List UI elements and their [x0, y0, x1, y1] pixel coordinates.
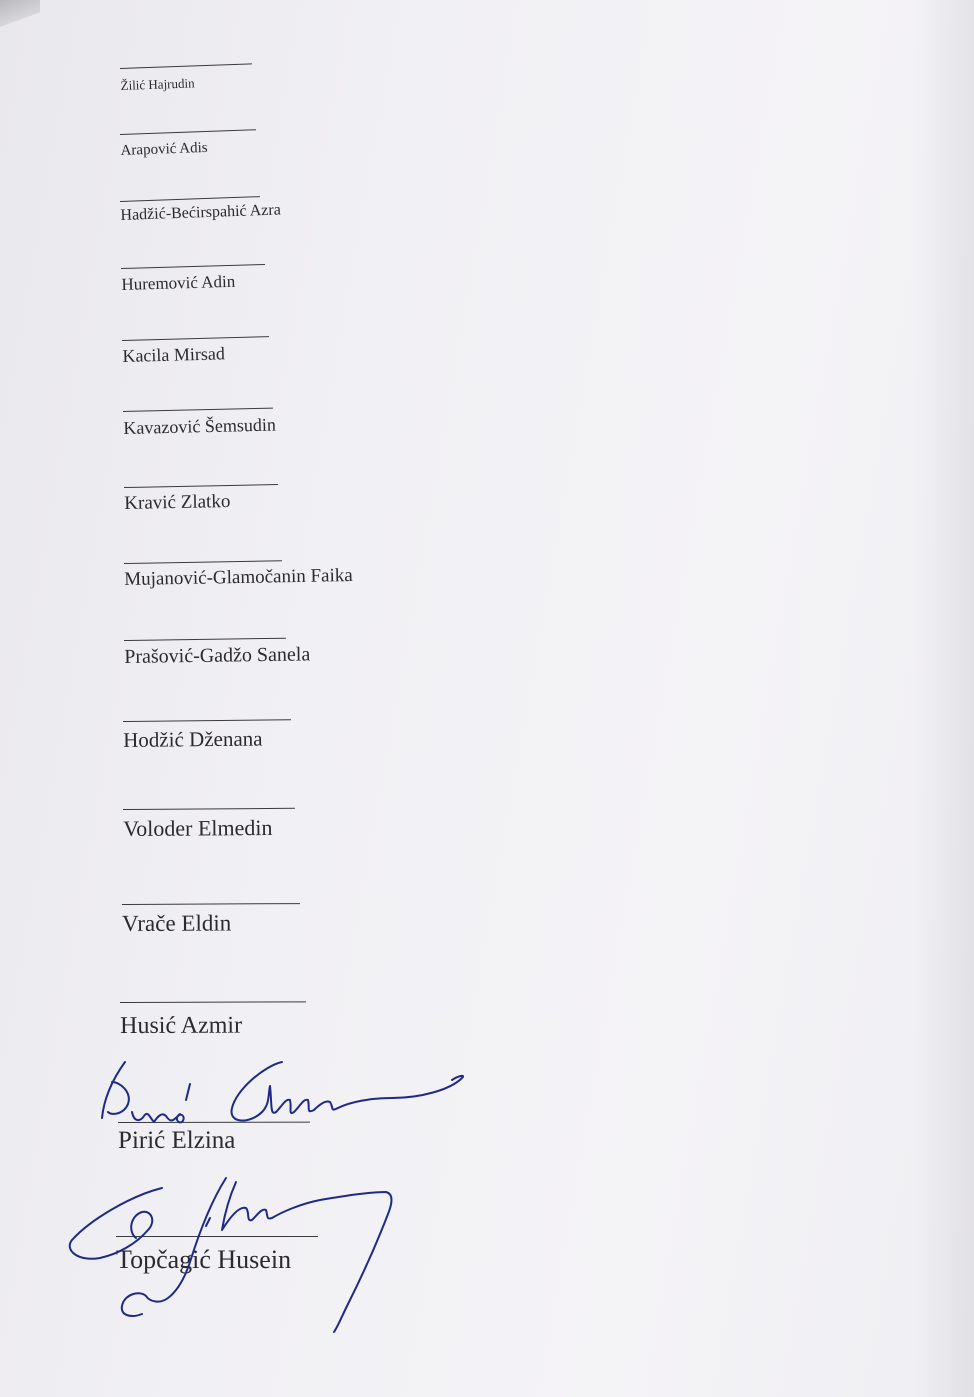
signatory-name: Topčagić Husein	[116, 1245, 292, 1274]
signatory-name: Kravić Zlatko	[124, 490, 231, 514]
signatory-name: Kavazović Šemsudin	[123, 414, 277, 438]
signatory-name: Kacila Mirsad	[122, 343, 226, 366]
signatory-name: Mujanović-Glamočanin Faika	[124, 565, 353, 590]
signatory-name: Prašović-Gadžo Sanela	[124, 643, 311, 668]
signatory-name: Vrače Eldin	[122, 910, 232, 936]
signatory-name: Husić Azmir	[120, 1012, 243, 1039]
signatory-name: Žilić Hajrudin	[120, 75, 195, 93]
signatory-name: Huremović Adin	[121, 271, 236, 294]
signatory-name: Hodžić Dženana	[123, 726, 263, 752]
signatory-name: Arapović Adis	[120, 139, 208, 159]
signatory-name: Voloder Elmedin	[123, 814, 273, 841]
signatory-name: Hadžić-Bećirspahić Azra	[120, 201, 282, 224]
signatory-name: Pirić Elzina	[118, 1126, 236, 1154]
